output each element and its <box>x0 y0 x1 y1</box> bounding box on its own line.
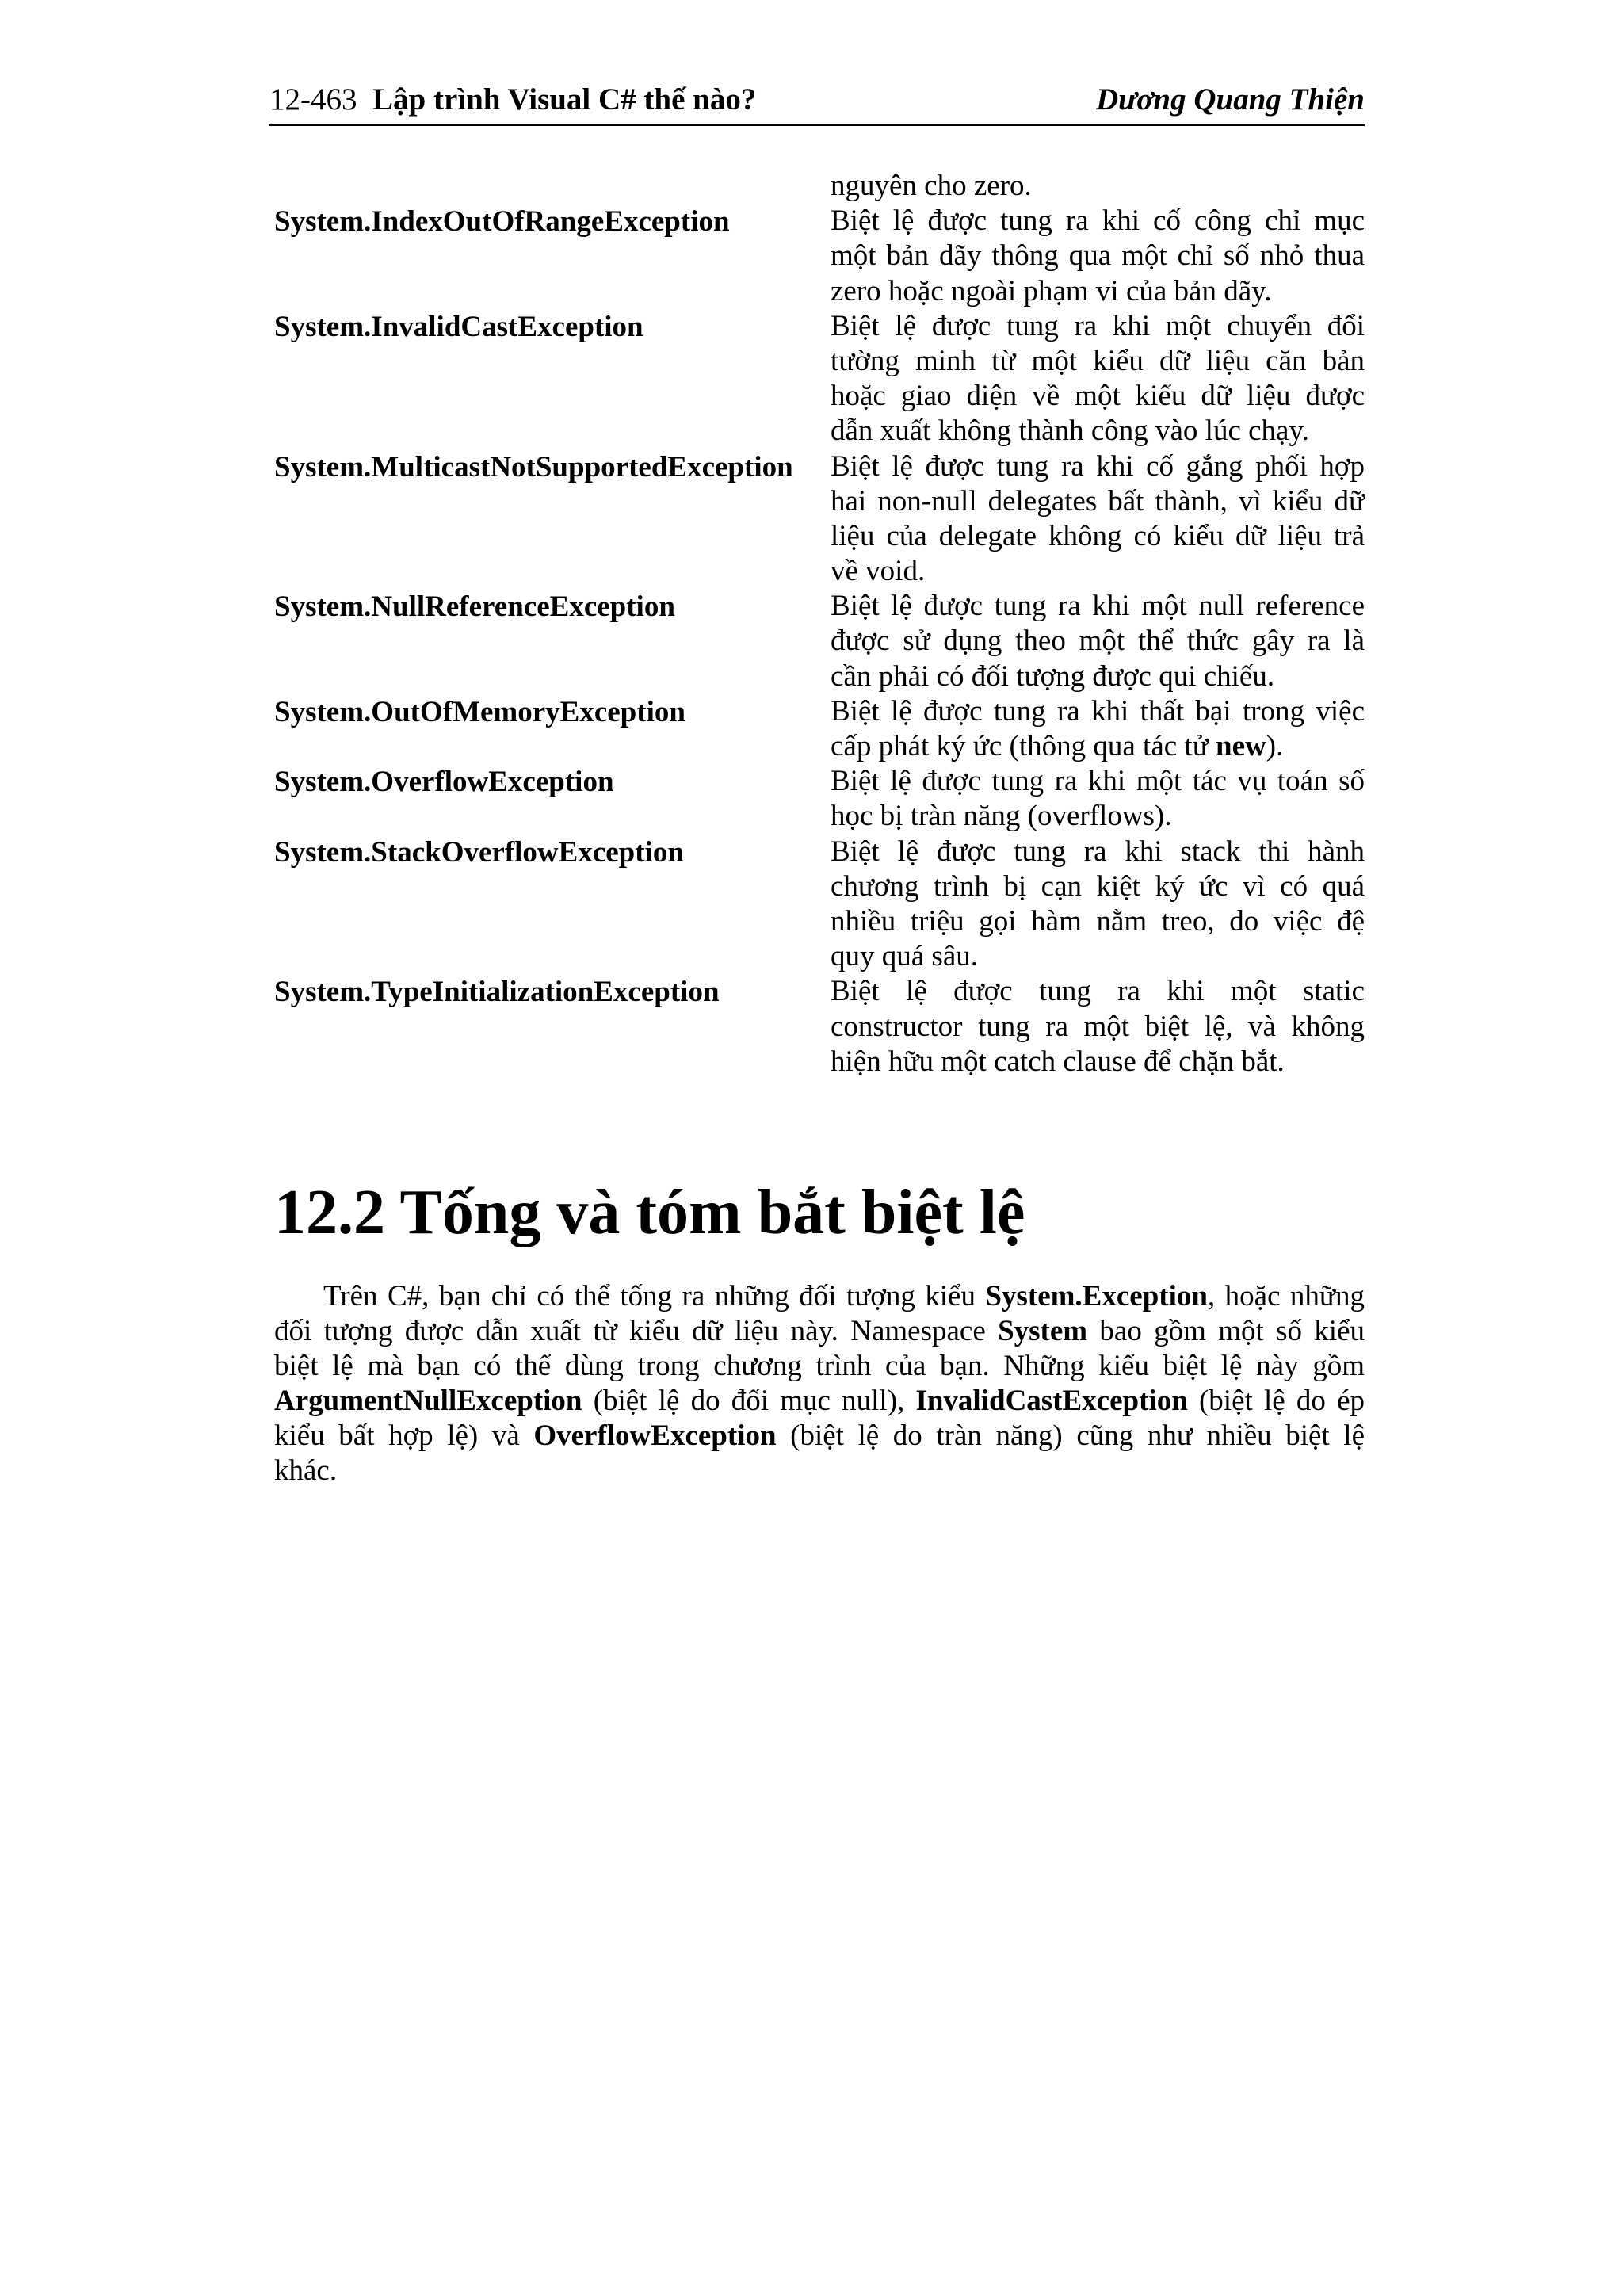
description-line: học bị tràn năng (overflows). <box>831 800 1172 833</box>
description-line: Biệt lệ được tung ra khi cố gắng phối hợp <box>831 449 1365 483</box>
description-line: zero hoặc ngoài phạm vi của bản dãy. <box>831 274 1272 308</box>
description-line: liệu của delegate không có kiểu dữ liệu trả <box>831 519 1365 552</box>
table-row <box>274 764 1365 834</box>
exception-name: System.InvalidCastException <box>274 310 643 343</box>
table-row <box>274 449 1365 590</box>
page-number: 12-463 <box>269 82 357 117</box>
section-heading: 12.2 Tống và tóm bắt biệt lệ <box>274 1178 1025 1247</box>
book-title: Lập trình Visual C# thế nào? <box>372 82 757 117</box>
keyword-new: new <box>1216 730 1266 762</box>
description-line: hiện hữu một catch clause để chặn bắt. <box>831 1045 1285 1078</box>
description-line: chương trình bị cạn kiệt ký ức vì có quá <box>831 869 1365 903</box>
paragraph-line <box>274 1384 1365 1419</box>
header-rule <box>269 124 1365 126</box>
description-text: ). <box>1266 730 1284 762</box>
description-line: Biệt lệ được tung ra khi một null reference <box>831 590 1365 623</box>
exception-name: System.NullReferenceException <box>274 590 675 624</box>
description-line: một bản dãy thông qua một chỉ số nhỏ thua <box>831 239 1365 273</box>
exception-description <box>831 764 1365 834</box>
table-row <box>274 974 1365 1079</box>
table-row <box>274 694 1365 764</box>
description-line: Biệt lệ được tung ra khi stack thi hành <box>831 835 1365 868</box>
body-paragraph <box>274 1279 1365 1488</box>
exception-name: System.OutOfMemoryException <box>274 695 685 728</box>
exception-name: System.IndexOutOfRangeException <box>274 205 730 239</box>
exception-description <box>831 974 1365 1079</box>
keyword: System <box>998 1315 1088 1347</box>
description-line: dẫn xuất không thành công vào lúc chạy. <box>831 415 1309 448</box>
paragraph-text: (biệt lệ do đối mục null), <box>582 1385 916 1417</box>
paragraph-text: (biệt lệ do tràn năng) cũng như nhiều biệt lệ <box>776 1419 1365 1452</box>
paragraph-line <box>274 1279 1365 1314</box>
paragraph-line <box>274 1314 1365 1349</box>
description-line: Biệt lệ được tung ra khi thất bại trong việc <box>831 694 1365 728</box>
page-header <box>269 76 1365 124</box>
description-line: về void. <box>831 555 926 588</box>
keyword: System.Exception <box>985 1280 1208 1312</box>
table-row <box>274 309 1365 449</box>
exception-description <box>831 169 1365 204</box>
paragraph-line <box>274 1419 1365 1454</box>
exception-name: System.StackOverflowException <box>274 835 684 869</box>
description-line: nhiều triệu gọi hàm nằm treo, do việc đệ <box>831 904 1365 938</box>
paragraph-text: Trên C#, bạn chỉ có thể tống ra những đối tượng kiểu <box>323 1280 986 1312</box>
paragraph-text: bao gồm một số kiểu <box>1087 1315 1365 1347</box>
description-line: nguyên cho zero. <box>831 170 1032 202</box>
exception-description <box>831 589 1365 694</box>
exception-description <box>831 449 1365 590</box>
description-line: Biệt lệ được tung ra khi một tác vụ toán số <box>831 765 1365 798</box>
description-line: cần phải có đối tượng được qui chiếu. <box>831 659 1275 693</box>
table-row <box>274 169 1365 204</box>
description-line: quy quá sâu. <box>831 940 978 973</box>
paragraph-line: khác. <box>274 1454 338 1487</box>
paragraph-text: đối tượng được dẫn xuất từ kiểu dữ liệu này. Namespace <box>274 1315 999 1347</box>
keyword: InvalidCastException <box>915 1385 1188 1417</box>
paragraph-line: biệt lệ mà bạn có thể dùng trong chương trình của bạn. Những kiểu biệt lệ này gồm <box>274 1350 1365 1382</box>
exception-description <box>831 835 1365 975</box>
description-line: tường minh từ một kiểu dữ liệu căn bản <box>831 344 1365 377</box>
keyword: ArgumentNullException <box>274 1385 582 1417</box>
description-line: constructor tung ra một biệt lệ, và không <box>831 1010 1365 1043</box>
description-line: hai non-null delegates bất thành, vì kiểu dữ <box>831 484 1365 518</box>
description-line: Biệt lệ được tung ra khi một static <box>831 975 1365 1008</box>
exception-name: System.TypeInitializationException <box>274 976 720 1009</box>
author-name: Dương Quang Thiện <box>1095 82 1365 117</box>
exception-description <box>831 309 1365 449</box>
paragraph-text: , hoặc những <box>1207 1280 1365 1312</box>
description-line: được sử dụng theo một thể thức gây ra là <box>831 625 1365 658</box>
description-line: Biệt lệ được tung ra khi cố công chỉ mục <box>831 204 1365 238</box>
description-line <box>831 729 1365 764</box>
table-row <box>274 204 1365 309</box>
header-left <box>269 76 756 124</box>
table-row <box>274 835 1365 975</box>
paragraph-text: kiểu bất hợp lệ) và <box>274 1419 534 1452</box>
description-text: cấp phát ký ức (thông qua tác tử <box>831 730 1216 762</box>
paragraph-text: (biệt lệ do ép <box>1187 1385 1365 1417</box>
exception-description <box>831 694 1365 764</box>
table-row <box>274 589 1365 694</box>
keyword: OverflowException <box>533 1419 777 1452</box>
exception-description <box>831 204 1365 309</box>
exception-name: System.OverflowException <box>274 766 614 799</box>
description-line: hoặc giao diện về một kiểu dữ liệu được <box>831 380 1365 413</box>
exception-name: System.MulticastNotSupportedException <box>274 450 793 483</box>
description-line: Biệt lệ được tung ra khi một chuyển đổi <box>831 309 1365 342</box>
exception-table <box>274 169 1365 1079</box>
